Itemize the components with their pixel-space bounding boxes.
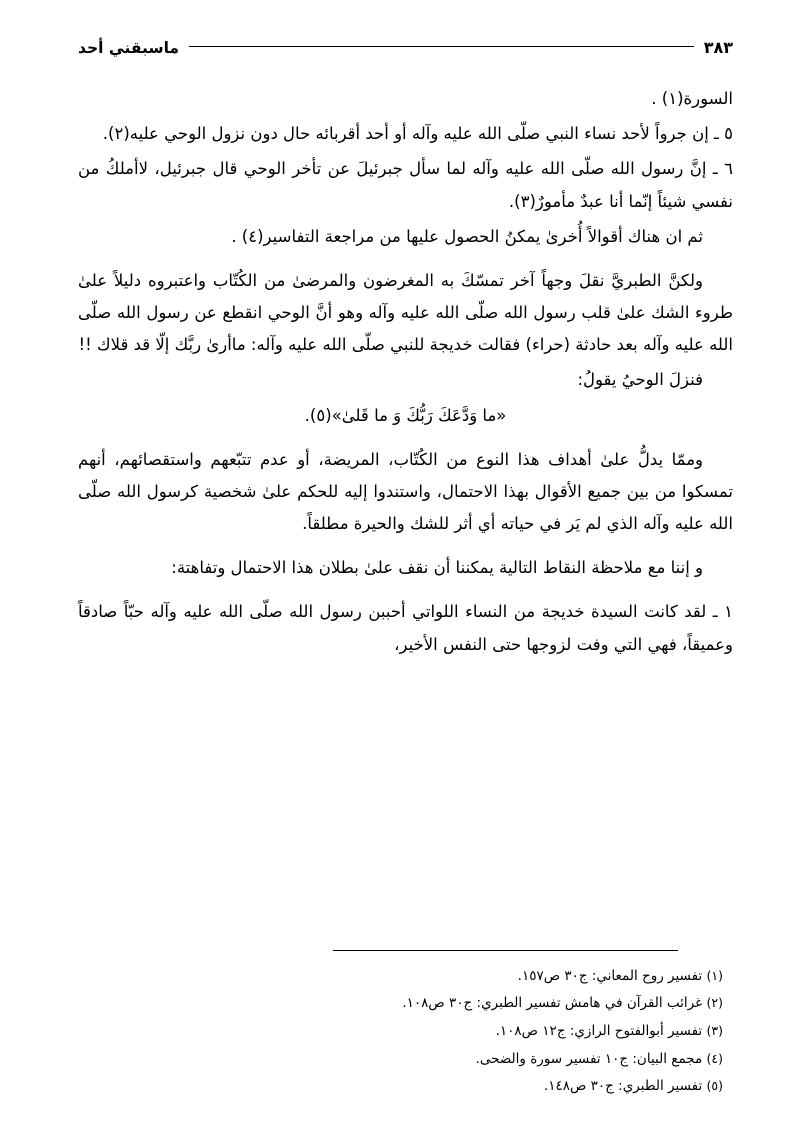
paragraph: وممّا يدلُّ علىٰ أهداف هذا النوع من الكُتّاب، المريضة، أو عدم تتبّعهم واستقصائهم، أنهم تمسكوا من بين جميع الأقوال بهذا الاحتمال، واستندوا إليه للحكم علىٰ شخصية كرسول الله صلّى الله عليه وآله الذي لم يَر في حياته أي أثر للشك والحيرة مطلقاً. xyxy=(78,449,733,534)
header-divider xyxy=(189,46,694,47)
footnote-divider xyxy=(333,950,678,951)
page-body xyxy=(78,83,733,661)
quran-quote: «ما وَدَّعَكَ رَبُّكَ وَ ما قَلىٰ»(٥). xyxy=(304,405,507,425)
footnote-item xyxy=(78,1046,723,1074)
paragraph: ثم ان هناك أقوالاً أُخرىٰ يمكنُ الحصول عليها من مراجعة التفاسير(٤) . xyxy=(231,226,703,246)
paragraph: السورة(١) . xyxy=(651,89,733,108)
footnote-text: تفسير الطبري: ج٣٠ ص١٤٨. xyxy=(543,1078,703,1095)
paragraph: ٦ ـ إنَّ رسول الله صلّى الله عليه وآله لما سأل جبرئيلَ عن تأخر الوحي قال جبرئيل، لاأملكُ من نفسي شيئاً إنّما أنا عبدٌ مأمورٌ(٣). xyxy=(78,159,733,211)
footnote-item xyxy=(78,990,723,1018)
paragraph: و إننا مع ملاحظة النقاط التالية يمكننا أن نقف علىٰ بطلان هذا الاحتمال وتفاهتة: xyxy=(171,558,703,578)
footnote-item xyxy=(78,963,723,991)
footnote-number: (٤) xyxy=(706,1050,723,1066)
footnote-text: غرائب القرآن في هامش تفسير الطبري: ج٣٠ ص١٠٨. xyxy=(402,995,703,1012)
footnote-item xyxy=(78,1018,723,1046)
footnote-list xyxy=(78,963,733,1101)
footnotes-section xyxy=(78,950,733,1101)
footnote-number: (١) xyxy=(706,967,723,983)
footnote-number: (٣) xyxy=(706,1022,723,1038)
footnote-divider-wrap xyxy=(78,950,733,963)
footnote-number: (٢) xyxy=(706,995,723,1011)
paragraph: ولكنَّ الطبريَّ نقلَ وجهاً آخر تمسّكَ به المغرضون والمرضىٰ من الكُتّاب واعتبروه دليلاً علىٰ طروء الشك علىٰ قلب رسول الله صلّى الله عليه وآله وهو أنَّ الوحي انقطع عن رسول الله صلّى الله عليه وآله بعد حادثة (حراء) فقالت خديجة للنبي صلّى الله عليه وآله: ماأرىٰ ربَّك إلّا قد قلاك !! xyxy=(78,270,733,355)
running-head-title: ماسبقني أحد xyxy=(78,38,179,57)
footnote-text: مجمع البيان: ج١٠ تفسير سورة والضحى. xyxy=(475,1050,703,1067)
paragraph: فنزلَ الوحيُ يقولُ: xyxy=(577,370,703,390)
footnote-text: تفسير روح المعاني: ج٣٠ ص١٥٧. xyxy=(517,967,703,984)
footnote-item xyxy=(78,1073,723,1101)
paragraph: ١ ـ لقد كانت السيدة خديجة من النساء اللواتي أحببن رسول الله صلّى الله عليه وآله حبّاً صادقاً وعميقاً، فهي التي وفت لزوجها حتى النفس الأخير، xyxy=(78,602,733,654)
paragraph: ٥ ـ إن جرواً لأحد نساء النبي صلّى الله عليه وآله أو أحد أقربائه حال دون نزول الوحي عليه(٢). xyxy=(102,124,733,144)
page-number: ٣٨٣ xyxy=(703,38,733,57)
footnote-text: تفسير أبوالفتوح الرازي: ج١٢ ص١٠٨. xyxy=(495,1022,703,1039)
footnote-number: (٥) xyxy=(706,1078,723,1094)
page-header xyxy=(78,38,733,57)
